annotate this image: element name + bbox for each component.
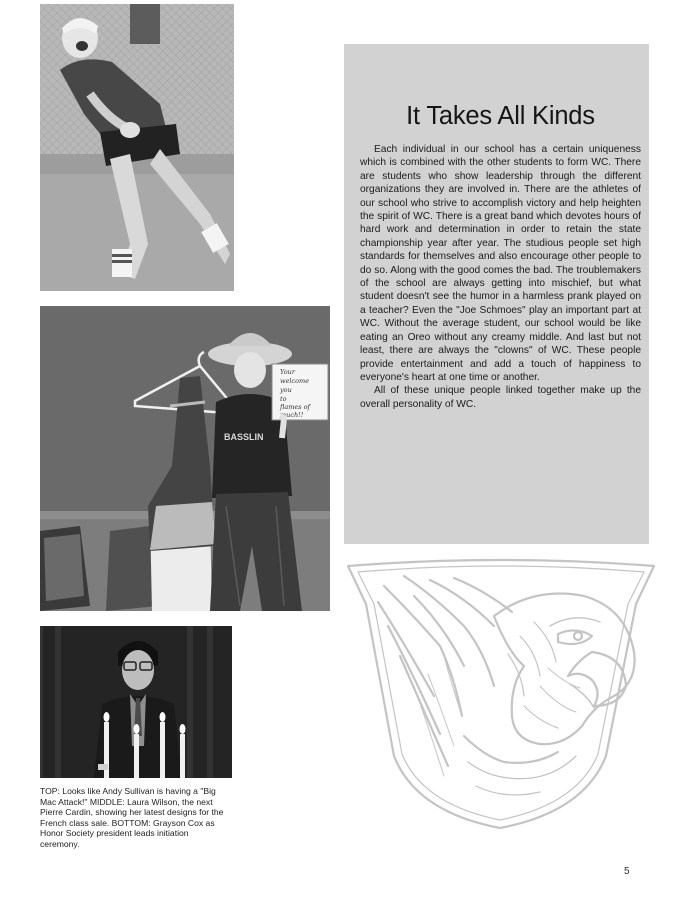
article-box	[344, 44, 649, 544]
sign-line-1: Your	[280, 368, 295, 376]
photo-top-boy-hammering	[40, 4, 234, 291]
sign-line-4: to	[280, 395, 287, 403]
sign-line-2: welcome	[280, 377, 310, 385]
photo-bottom-candle-ceremony	[40, 626, 232, 778]
article-title: It Takes All Kinds	[406, 102, 595, 130]
photo-middle-girl-with-dresses	[40, 306, 330, 611]
article-paragraph-1: Each individual in our school has a certain uniqueness which is combined with the other students to form WC. There are students who show leadership through the different organizations they are involved in. There are the athletes of our school who strive to accomplish victory and help heighten the spirit of WC. There is a great band which devotes hours of hard work and determination in order to retain the state championship year after year. The studious people set high standards for themselves and also encourage other people to do so. Along with the good comes the bad. The troublemakers of the school are always getting into mischief, but what student doesn't see the humor in a harmless prank played on a teacher? Even the "Joe Schmoes" play an important part at WC. Without the average student, our school would be like eating an Oreo without any creamy middle. And last but not least, there are always the "clowns" of WC. These people provide entertainment and add a touch of happiness to everyone's heart at one time or another.	[360, 144, 641, 383]
sign-line-5: flames of	[280, 403, 310, 411]
photo-caption: TOP: Looks like Andy Sullivan is having a "Big Mac Attack!" MIDDLE: Laura Wilson, the next Pierre Cardin, showing her latest designs for the French class sale. BOTTOM: Grayson Cox as Honor Society president leads initiation ceremony.	[40, 786, 224, 849]
sign-line-3: you	[280, 386, 292, 394]
shirt-text: BASSLIN	[224, 432, 264, 442]
eagle-emblem	[344, 556, 658, 834]
article-paragraph-2: All of these unique people linked together make up the overall personality of WC.	[360, 385, 641, 410]
sign-line-6: much!!	[280, 411, 304, 419]
page-number: 5	[624, 866, 630, 877]
